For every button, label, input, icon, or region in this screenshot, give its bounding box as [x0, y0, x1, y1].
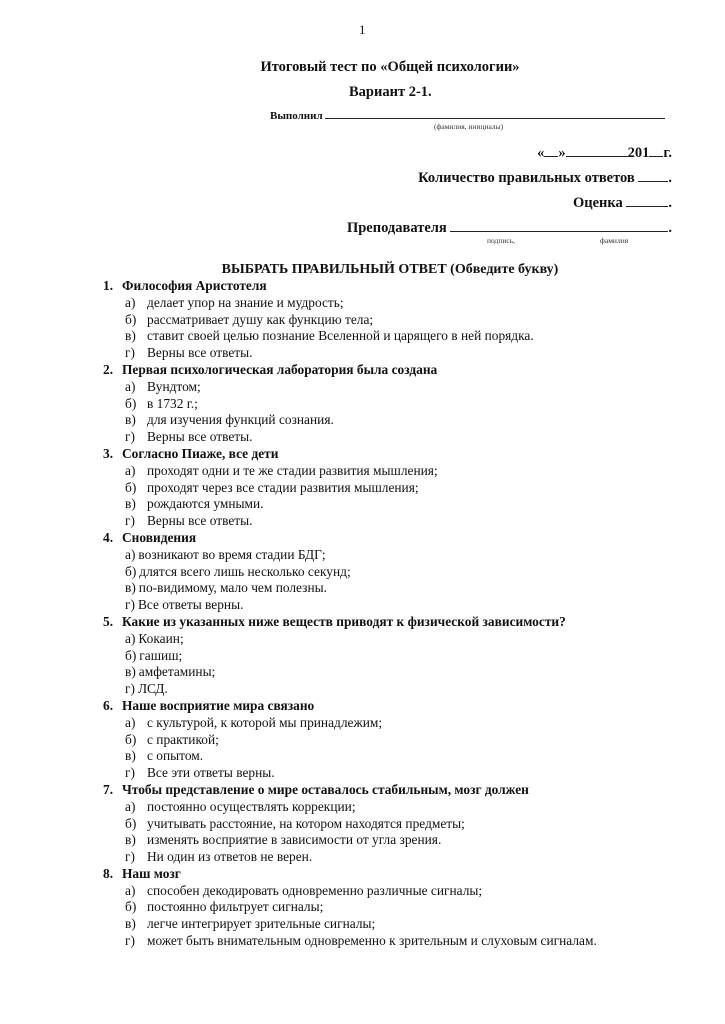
answer-option[interactable] — [103, 295, 597, 312]
option-letter[interactable]: б) — [125, 311, 137, 327]
option-letter[interactable]: в) — [125, 328, 136, 344]
answer-option[interactable] — [103, 379, 597, 396]
question-number: 8. — [103, 865, 114, 881]
answer-option[interactable] — [103, 849, 597, 866]
option-text: может быть внимательным одновременно к зрительным и слуховым сигналам. — [147, 933, 597, 949]
option-letter[interactable]: г) — [125, 849, 135, 865]
option-text: Верны все ответы. — [147, 429, 253, 445]
question-heading — [103, 614, 597, 631]
option-text: по-видимому, мало чем полезны. — [138, 580, 327, 596]
option-letter[interactable]: г) — [125, 345, 135, 361]
document-title: Итоговый тест по «Общей психологии» — [260, 59, 520, 75]
grade-field — [573, 195, 672, 212]
option-text: Кокаин; — [138, 630, 184, 646]
answer-option[interactable] — [103, 312, 597, 329]
answer-option[interactable] — [103, 816, 597, 833]
question-number: 6. — [103, 697, 114, 713]
correct-count-blank[interactable] — [638, 181, 668, 182]
option-letter[interactable]: б) — [125, 647, 137, 663]
option-text: рассматривает душу как функцию тела; — [147, 311, 374, 327]
question-number: 1. — [103, 278, 114, 293]
option-letter[interactable]: б) — [125, 731, 137, 747]
option-text: с практикой; — [147, 731, 219, 747]
option-letter[interactable]: а) — [125, 546, 136, 562]
option-text: в 1732 г.; — [147, 395, 198, 411]
answer-option[interactable] — [103, 345, 597, 362]
option-letter[interactable]: в) — [125, 580, 136, 596]
option-text: Все эти ответы верны. — [147, 765, 275, 781]
option-text: рождаются умными. — [147, 496, 264, 512]
option-letter[interactable]: а) — [125, 630, 136, 646]
answer-option[interactable] — [103, 933, 597, 950]
performed-blank[interactable] — [325, 118, 665, 119]
period: . — [668, 195, 672, 211]
answer-option[interactable] — [103, 496, 597, 513]
date-quote-open: « — [537, 145, 545, 161]
correct-count-field — [418, 170, 672, 187]
teacher-blank[interactable] — [450, 231, 668, 232]
grade-label: Оценка — [572, 195, 623, 211]
answer-option[interactable] — [103, 748, 597, 765]
question-number: 3. — [103, 445, 114, 461]
option-letter[interactable]: б) — [125, 899, 137, 915]
option-text: длятся всего лишь несколько секунд; — [139, 563, 351, 579]
option-text: возникают во время стадии БДГ; — [138, 546, 326, 562]
question-heading — [103, 698, 597, 715]
option-text: ставит своей целью познание Вселенной и царящего в ней порядка. — [147, 328, 534, 344]
option-text: Ни один из ответов не верен. — [147, 849, 313, 865]
question-heading — [103, 530, 597, 547]
question-heading — [103, 866, 597, 883]
question-text: Чтобы представление о мире оставалось стабильным, мозг должен — [122, 781, 529, 797]
performed-label: Выполнил — [270, 110, 323, 122]
option-text: учитывать расстояние, на котором находятся предметы; — [147, 815, 465, 831]
option-text: изменять восприятие в зависимости от угла зрения. — [147, 832, 442, 848]
option-letter[interactable]: а) — [125, 378, 136, 394]
option-letter[interactable]: г) — [125, 933, 135, 949]
question-text: Первая психологическая лаборатория была создана — [122, 361, 438, 377]
performed-caption: (фамилия, инициалы) — [434, 122, 504, 131]
option-letter[interactable]: а) — [125, 798, 136, 814]
question-heading — [103, 446, 597, 463]
question-text: Философия Аристотеля — [122, 278, 267, 293]
option-letter[interactable]: б) — [125, 815, 137, 831]
answer-option[interactable] — [103, 799, 597, 816]
question-list — [103, 278, 597, 950]
question-number: 5. — [103, 613, 114, 629]
option-text: проходят через все стадии развития мышления; — [147, 479, 419, 495]
answer-option[interactable] — [103, 463, 597, 480]
teacher-caption-name: фамилия — [600, 236, 629, 245]
instruction-heading: ВЫБРАТЬ ПРАВИЛЬНЫЙ ОТВЕТ (Обведите букву) — [221, 262, 559, 277]
answer-option[interactable] — [103, 480, 597, 497]
answer-option[interactable] — [103, 681, 597, 698]
option-letter[interactable]: г) — [125, 513, 135, 529]
option-letter[interactable]: в) — [125, 916, 136, 932]
answer-option[interactable] — [103, 547, 597, 564]
option-letter[interactable]: а) — [125, 714, 136, 730]
option-text: Вундтом; — [147, 378, 201, 394]
answer-option[interactable] — [103, 883, 597, 900]
option-letter[interactable]: в) — [125, 748, 136, 764]
date-field — [537, 145, 672, 162]
question-text: Согласно Пиаже, все дети — [122, 445, 279, 461]
grade-blank[interactable] — [626, 206, 668, 207]
answer-option[interactable] — [103, 580, 597, 597]
option-letter[interactable]: в) — [125, 412, 136, 428]
answer-option[interactable] — [103, 597, 597, 614]
option-text: Верны все ответы. — [147, 513, 253, 529]
answer-option[interactable] — [103, 564, 597, 581]
answer-option[interactable] — [103, 664, 597, 681]
answer-option[interactable] — [103, 429, 597, 446]
answer-option[interactable] — [103, 412, 597, 429]
answer-option[interactable] — [103, 916, 597, 933]
date-year: 201 — [627, 145, 650, 161]
option-letter[interactable]: г) — [125, 681, 135, 697]
question-text: Наш мозг — [122, 865, 181, 881]
option-letter[interactable]: г) — [125, 597, 135, 613]
answer-option[interactable] — [103, 648, 597, 665]
option-text: с культурой, к которой мы принадлежим; — [147, 714, 383, 730]
option-text: гашиш; — [139, 647, 183, 663]
option-text: с опытом. — [147, 748, 204, 764]
option-text: Верны все ответы. — [147, 345, 253, 361]
option-text: проходят одни и те же стадии развития мышления; — [147, 462, 438, 478]
correct-count-label: Количество правильных ответов — [418, 170, 635, 186]
period: . — [668, 170, 672, 186]
option-text: постоянно фильтрует сигналы; — [147, 899, 324, 915]
option-text: амфетамины; — [138, 664, 216, 680]
answer-option[interactable] — [103, 765, 597, 782]
question-heading — [103, 782, 597, 799]
option-text: ЛСД. — [137, 681, 168, 697]
question-heading — [103, 278, 597, 295]
performed-by-field — [270, 110, 665, 122]
option-letter[interactable]: б) — [125, 563, 137, 579]
day-blank[interactable] — [544, 156, 558, 157]
option-letter[interactable]: г) — [125, 765, 135, 781]
option-letter[interactable]: а) — [125, 882, 136, 898]
option-text: легче интегрирует зрительные сигналы; — [147, 916, 376, 932]
option-letter[interactable]: в) — [125, 664, 136, 680]
answer-option[interactable] — [103, 732, 597, 749]
teacher-label: Преподавателя — [346, 220, 447, 236]
option-letter[interactable]: б) — [125, 395, 137, 411]
question-number: 4. — [103, 529, 114, 545]
question-number: 2. — [103, 361, 114, 377]
option-letter[interactable]: в) — [125, 496, 136, 512]
option-text: способен декодировать одновременно различные сигналы; — [147, 882, 483, 898]
teacher-caption-signature: подпись, — [487, 236, 516, 245]
page-number: 1 — [359, 22, 366, 37]
question-number: 7. — [103, 781, 114, 797]
month-blank[interactable] — [566, 156, 628, 157]
period: . — [668, 220, 672, 236]
answer-option[interactable] — [103, 396, 597, 413]
option-letter[interactable]: б) — [125, 479, 137, 495]
date-quote-close: » — [558, 145, 566, 161]
option-letter[interactable]: а) — [125, 462, 136, 478]
answer-option[interactable] — [103, 631, 597, 648]
answer-option[interactable] — [103, 328, 597, 345]
option-text: делает упор на знание и мудрость; — [147, 294, 344, 310]
question-text: Какие из указанных ниже веществ приводят к физической зависимости? — [122, 613, 566, 629]
question-heading — [103, 362, 597, 379]
option-letter[interactable]: г) — [125, 429, 135, 445]
date-suffix: г. — [663, 145, 672, 161]
answer-option[interactable] — [103, 832, 597, 849]
option-text: для изучения функций сознания. — [147, 412, 334, 428]
answer-option[interactable] — [103, 715, 597, 732]
option-letter[interactable]: а) — [125, 294, 136, 310]
answer-option[interactable] — [103, 513, 597, 530]
answer-option[interactable] — [103, 899, 597, 916]
year-blank[interactable] — [649, 156, 663, 157]
option-letter[interactable]: в) — [125, 832, 136, 848]
option-text: Все ответы верны. — [137, 597, 244, 613]
question-text: Наше восприятие мира связано — [122, 697, 315, 713]
teacher-field — [347, 220, 672, 237]
variant-label: Вариант 2-1. — [349, 84, 432, 100]
option-text: постоянно осуществлять коррекции; — [147, 798, 356, 814]
question-text: Сновидения — [122, 529, 197, 545]
